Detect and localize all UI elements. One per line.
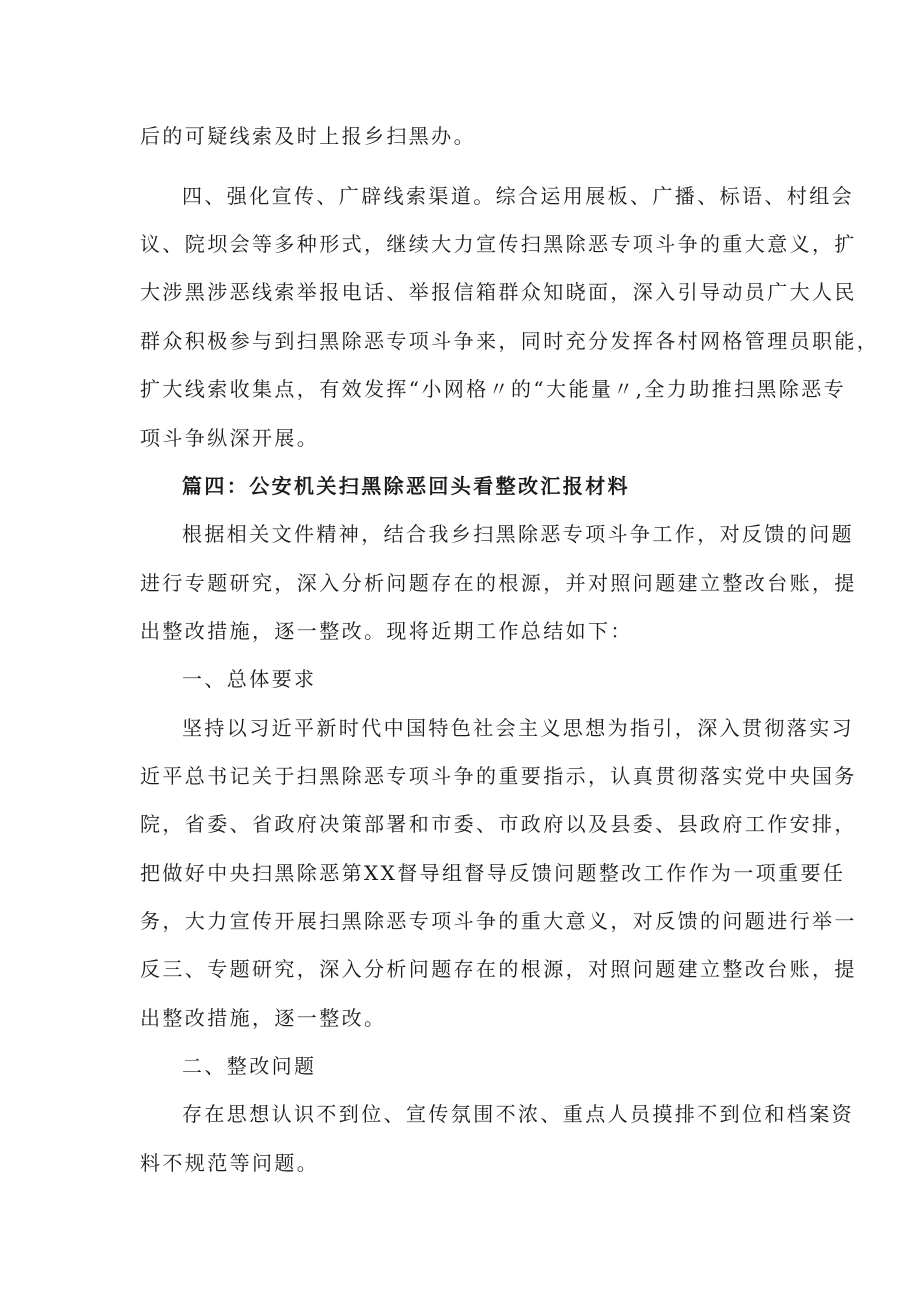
text-line: 存在思想认识不到位、宣传氛围不浓、重点人员摸排不到位和档案资 (182, 1102, 854, 1126)
text-line: 根据相关文件精神，结合我乡扫黑除恶专项斗争工作，对反馈的问题 (182, 522, 854, 546)
text-line: 后的可疑线索及时上报乡扫黑办。 (140, 124, 476, 148)
text-line: 扩大线索收集点，有效发挥“小网格〃的“大能量〃,全力助推扫黑除恶专 (140, 377, 847, 401)
text-line: 项斗争纵深开展。 (140, 426, 320, 450)
text-line: 议、院坝会等多种形式，继续大力宣传扫黑除恶专项斗争的重大意义，扩 (140, 232, 857, 256)
text-line: 大涉黑涉恶线索举报电话、举报信箱群众知晓面，深入引导动员广大人民 (140, 280, 857, 304)
text-line: 群众积极参与到扫黑除恶专项斗争来，同时充分发挥各村网格管理员职能， (140, 329, 880, 353)
section-4-heading-line: 四、强化宣传、广辟线索渠道。综合运用展板、广播、标语、村组会 (182, 184, 854, 208)
section-heading-rectification-issues: 二、整改问题 (182, 1054, 317, 1078)
text-line: 务，大力宣传开展扫黑除恶专项斗争的重大意义，对反馈的问题进行举一 (140, 909, 857, 933)
text-line: 反三、专题研究，深入分析问题存在的根源，对照问题建立整改台账，提 (140, 957, 857, 981)
chapter-title: 篇四：公安机关扫黑除恶回头看整改汇报材料 (182, 474, 630, 498)
text-line: 近平总书记关于扫黑除恶专项斗争的重要指示，认真贯彻落实党中央国务 (140, 764, 857, 788)
text-line: 把做好中央扫黑除恶第XX督导组督导反馈问题整改工作作为一项重要任 (140, 861, 846, 885)
text-line: 进行专题研究，深入分析问题存在的根源，并对照问题建立整改台账，提 (140, 571, 857, 595)
section-heading-general-requirements: 一、总体要求 (182, 667, 317, 691)
text-line: 出整改措施，逐一整改。 (140, 1006, 387, 1030)
text-line: 料不规范等问题。 (140, 1151, 320, 1175)
text-line: 出整改措施，逐一整改。现将近期工作总结如下： (140, 619, 633, 643)
text-line: 坚持以习近平新时代中国特色社会主义思想为指引，深入贯彻落实习 (182, 716, 854, 740)
text-line: 院，省委、省政府决策部署和市委、市政府以及县委、县政府工作安排， (140, 812, 857, 836)
